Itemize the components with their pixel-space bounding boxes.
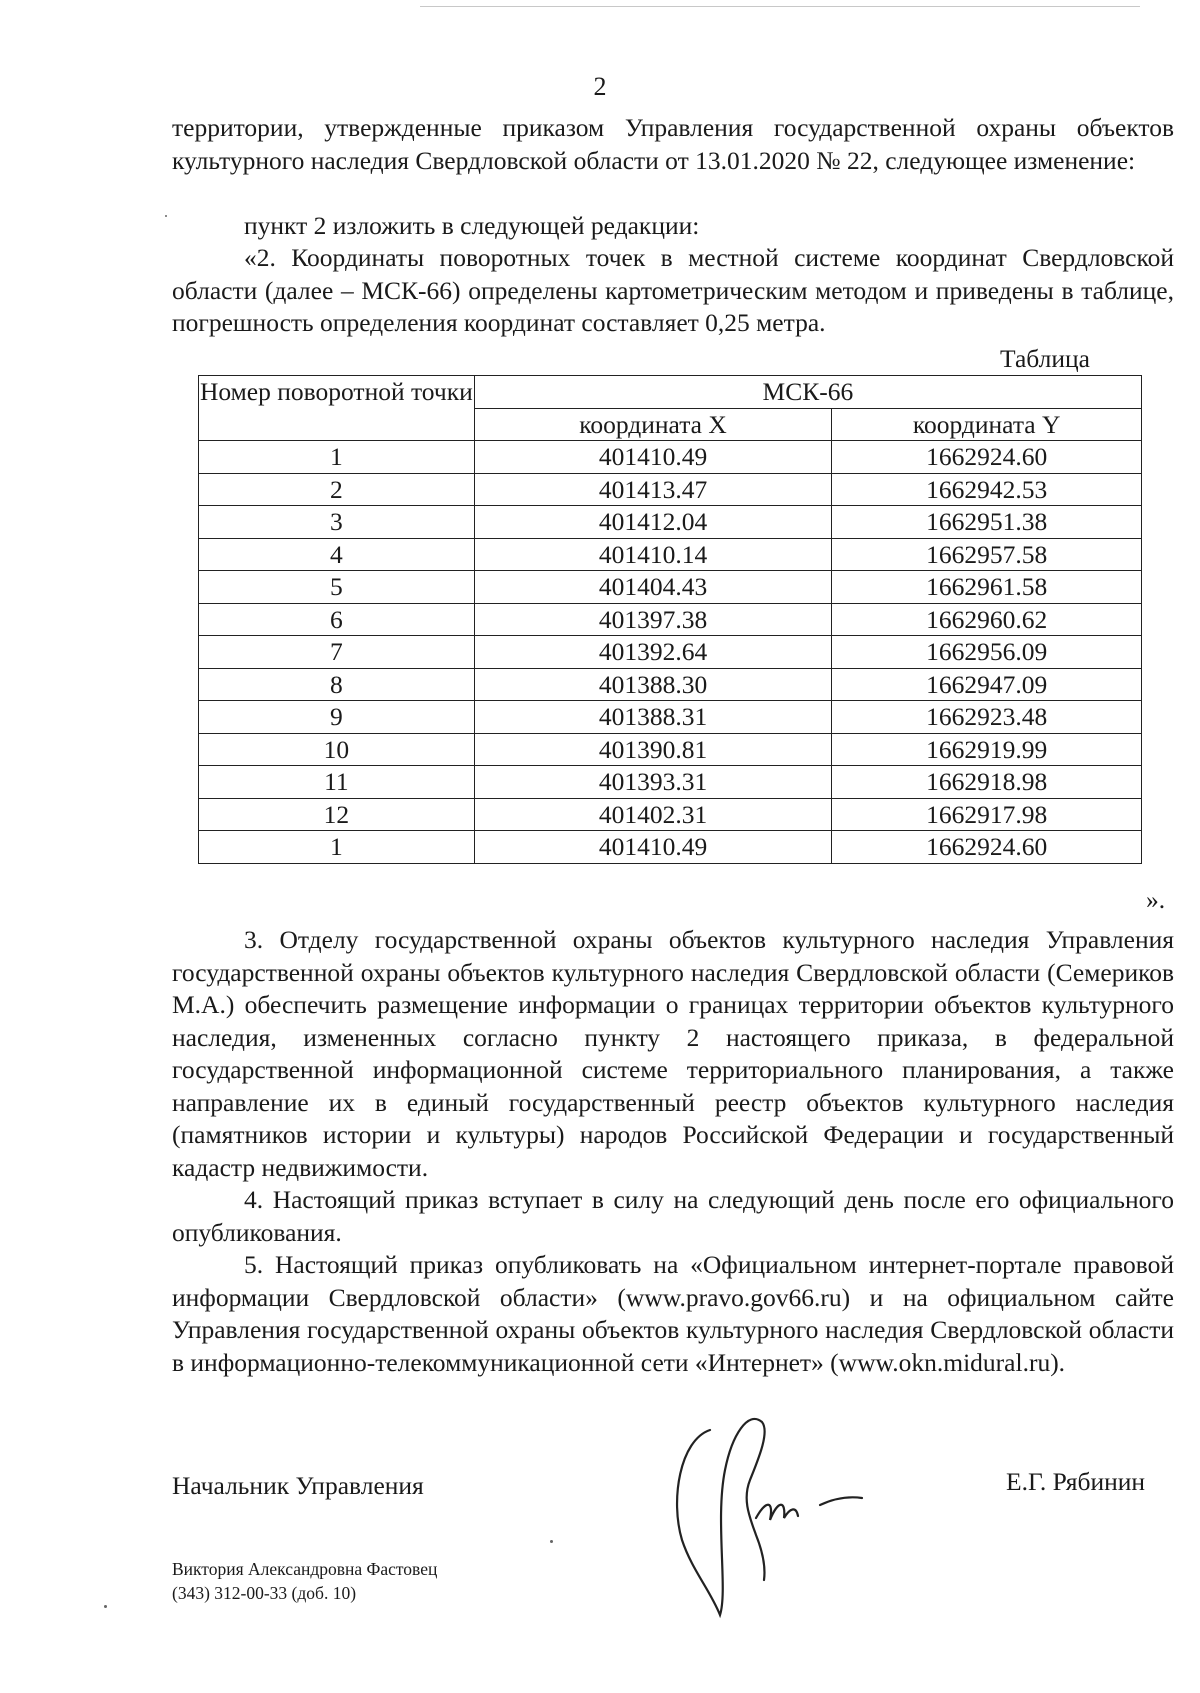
cell-coordinate-x: 401410.49 xyxy=(474,831,832,864)
cell-point-number: 5 xyxy=(199,571,475,604)
cell-coordinate-x: 401388.31 xyxy=(474,701,832,734)
paragraph-amendment-intro: территории, утвержденные приказом Управления государственной охраны объектов культурного наследия Свердловской области от 13.01.2020 № 22, следующее изменение: xyxy=(172,113,1174,175)
scan-edge-line xyxy=(420,6,1140,7)
cell-point-number: 4 xyxy=(199,538,475,571)
cell-coordinate-y: 1662942.53 xyxy=(832,473,1142,506)
cell-coordinate-y: 1662917.98 xyxy=(832,798,1142,831)
page-number: 2 xyxy=(593,72,607,101)
cell-point-number: 1 xyxy=(199,441,475,474)
scan-speck xyxy=(104,1605,107,1608)
cell-coordinate-y: 1662924.60 xyxy=(832,441,1142,474)
table-row xyxy=(199,441,1142,474)
paragraph-coordinates-description: «2. Координаты поворотных точек в местной системе координат Свердловской области (далее – МСК-66) определены картометрическим методом и приведены в таблице, погрешность определения координат составляет 0,25 метра. xyxy=(172,243,1174,337)
cell-point-number: 3 xyxy=(199,506,475,539)
paragraph-point-5: 5. Настоящий приказ опубликовать на «Официальном интернет-портале правовой информации Свердловской области» (www.pravo.gov66.ru) и на официальном сайте Управления государственной охраны объектов культурного наследия Свердловской области в информационно-телекоммуникационной сети «Интернет» (www.okn.midural.ru). xyxy=(172,1250,1174,1377)
cell-point-number: 10 xyxy=(199,733,475,766)
cell-coordinate-y: 1662956.09 xyxy=(832,636,1142,669)
table-row xyxy=(199,636,1142,669)
header-coordinate-x: координата X xyxy=(474,408,832,441)
cell-coordinate-y: 1662947.09 xyxy=(832,668,1142,701)
cell-coordinate-x: 401410.49 xyxy=(474,441,832,474)
table-row xyxy=(199,733,1142,766)
paragraph-point-4: 4. Настоящий приказ вступает в силу на следующий день после его официального опубликования. xyxy=(172,1185,1174,1247)
cell-coordinate-x: 401397.38 xyxy=(474,603,832,636)
cell-point-number: 6 xyxy=(199,603,475,636)
cell-coordinate-y: 1662957.58 xyxy=(832,538,1142,571)
cell-coordinate-x: 401404.43 xyxy=(474,571,832,604)
paragraph-point-2-intro: пункт 2 изложить в следующей редакции: xyxy=(244,211,700,240)
table-row xyxy=(199,766,1142,799)
cell-coordinate-y: 1662919.99 xyxy=(832,733,1142,766)
cell-point-number: 9 xyxy=(199,701,475,734)
table-row xyxy=(199,538,1142,571)
executor-name: Виктория Александровна Фастовец xyxy=(172,1559,438,1579)
paragraph-point-3: 3. Отделу государственной охраны объектов культурного наследия Управления государственной охраны объектов культурного наследия Свердловской области (Семериков М.А.) обеспечить размещение информации о границах территории объектов культурного наследия, измененных согласно пункту 2 настоящего приказа, в федеральной государственной информационной системе территориального планирования, а также направление их в единый государственный реестр объектов культурного наследия (памятников истории и культуры) народов Российской Федерации и государственный кадастр недвижимости. xyxy=(172,925,1174,1182)
table-row xyxy=(199,668,1142,701)
cell-coordinate-x: 401388.30 xyxy=(474,668,832,701)
header-coordinate-system: МСК-66 xyxy=(474,376,1141,409)
cell-coordinate-x: 401390.81 xyxy=(474,733,832,766)
scan-speck xyxy=(165,215,167,217)
scan-speck xyxy=(550,1540,553,1543)
cell-point-number: 7 xyxy=(199,636,475,669)
cell-coordinate-y: 1662924.60 xyxy=(832,831,1142,864)
executor-block xyxy=(172,1557,437,1605)
cell-point-number: 12 xyxy=(199,798,475,831)
table-row xyxy=(199,798,1142,831)
signatory-title: Начальник Управления xyxy=(172,1471,424,1500)
cell-point-number: 11 xyxy=(199,766,475,799)
signatory-name: Е.Г. Рябинин xyxy=(1006,1467,1146,1496)
coordinates-table-body xyxy=(199,441,1142,864)
handwritten-signature xyxy=(670,1400,880,1620)
closing-quote: ». xyxy=(1146,885,1166,914)
cell-point-number: 8 xyxy=(199,668,475,701)
table-row xyxy=(199,571,1142,604)
header-point-number: Номер поворотной точки xyxy=(199,376,475,441)
cell-coordinate-x: 401413.47 xyxy=(474,473,832,506)
cell-coordinate-x: 401392.64 xyxy=(474,636,832,669)
header-coordinate-y: координата Y xyxy=(832,408,1142,441)
cell-point-number: 2 xyxy=(199,473,475,506)
cell-coordinate-y: 1662918.98 xyxy=(832,766,1142,799)
table-label: Таблица xyxy=(1000,344,1090,373)
table-row xyxy=(199,603,1142,636)
cell-coordinate-y: 1662961.58 xyxy=(832,571,1142,604)
table-row xyxy=(199,831,1142,864)
cell-coordinate-x: 401410.14 xyxy=(474,538,832,571)
cell-coordinate-x: 401393.31 xyxy=(474,766,832,799)
cell-coordinate-y: 1662923.48 xyxy=(832,701,1142,734)
table-row xyxy=(199,473,1142,506)
coordinates-table xyxy=(198,375,1142,864)
executor-phone: (343) 312-00-33 (доб. 10) xyxy=(172,1583,357,1603)
table-row xyxy=(199,701,1142,734)
cell-coordinate-x: 401402.31 xyxy=(474,798,832,831)
cell-coordinate-x: 401412.04 xyxy=(474,506,832,539)
table-row xyxy=(199,506,1142,539)
cell-coordinate-y: 1662951.38 xyxy=(832,506,1142,539)
cell-point-number: 1 xyxy=(199,831,475,864)
cell-coordinate-y: 1662960.62 xyxy=(832,603,1142,636)
